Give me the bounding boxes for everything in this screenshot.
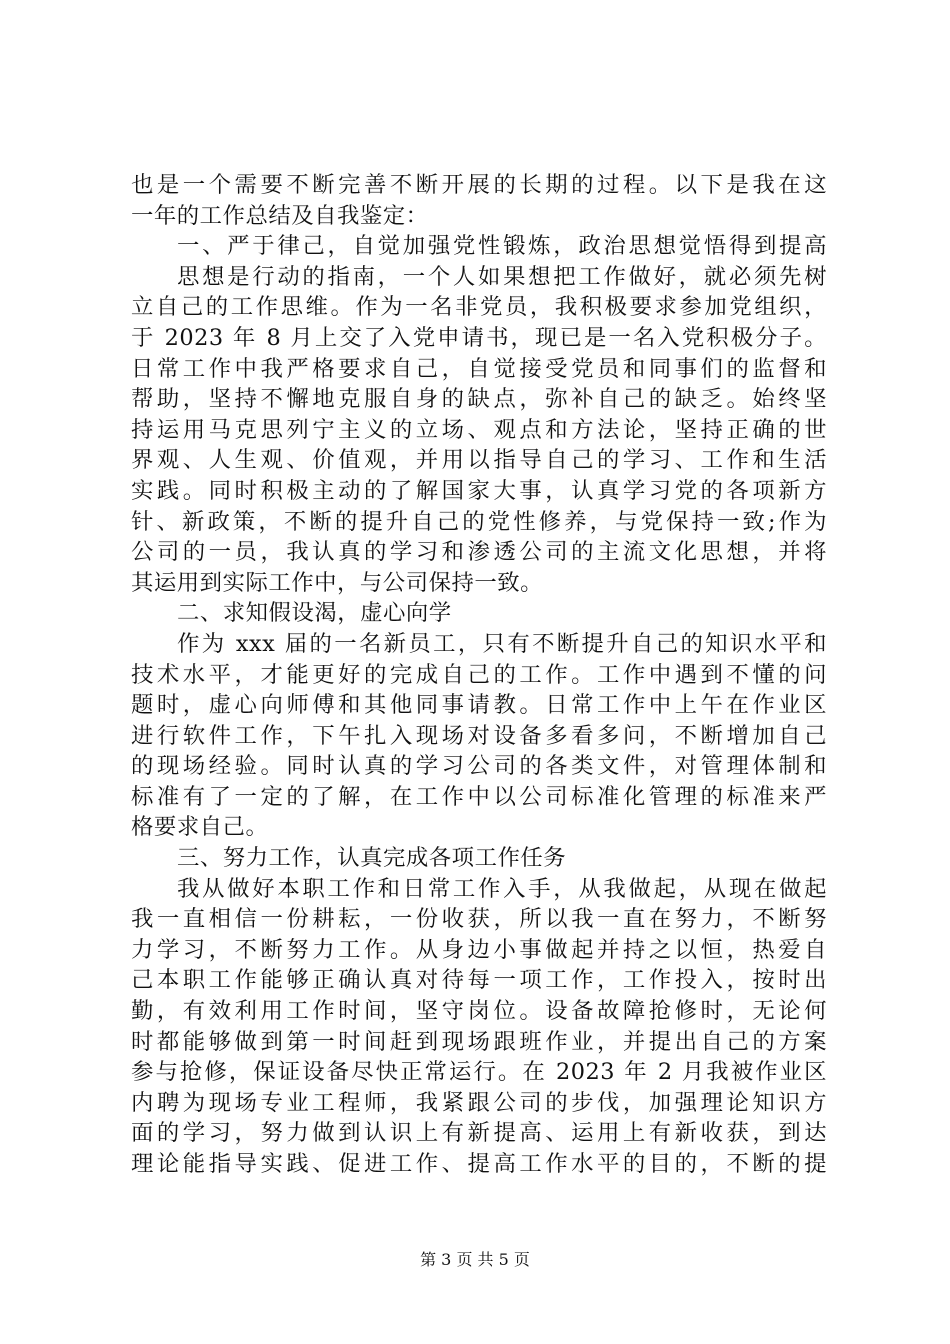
text-line: 时都能够做到第一时间赶到现场跟班作业，并提出自己的方案: [131, 1028, 827, 1055]
text-line: 理论能指导实践、促进工作、提高工作水平的目的，不断的提: [131, 1151, 827, 1177]
text-line: 公司的一员，我认真的学习和渗透公司的主流文化思想，并将: [131, 539, 827, 566]
text-line: 持运用马克思列宁主义的立场、观点和方法论，坚持正确的世: [131, 416, 827, 443]
text-line: 作为 xxx 届的一名新员工，只有不断提升自己的知识水平和: [177, 630, 827, 657]
text-line: 我从做好本职工作和日常工作入手，从我做起，从现在做起: [177, 875, 827, 902]
text-line: 一、严于律己，自觉加强党性锻炼，政治思想觉悟得到提高: [177, 233, 827, 260]
text-line: 参与抢修，保证设备尽快正常运行。在 2023 年 2 月我被作业区: [131, 1059, 827, 1086]
text-line: 日常工作中我严格要求自己，自觉接受党员和同事们的监督和: [131, 355, 827, 382]
text-line: 三、努力工作，认真完成各项工作任务: [177, 845, 567, 872]
text-line: 思想是行动的指南，一个人如果想把工作做好，就必须先树: [177, 263, 827, 290]
text-line: 面的学习，努力做到认识上有新提高、运用上有新收获，到达: [131, 1120, 827, 1147]
text-line: 其运用到实际工作中，与公司保持一致。: [131, 569, 544, 596]
text-line: 一年的工作总结及自我鉴定：: [131, 202, 429, 229]
text-line: 进行软件工作，下午扎入现场对设备多看多问，不断增加自己: [131, 722, 827, 749]
text-line: 标准有了一定的了解，在工作中以公司标准化管理的标准来严: [131, 783, 827, 810]
text-line: 二、求知假设渴，虚心向学: [177, 600, 452, 627]
text-line: 己本职工作能够正确认真对待每一项工作，工作投入，按时出: [131, 967, 827, 994]
text-line: 的现场经验。同时认真的学习公司的各类文件，对管理体制和: [131, 753, 827, 780]
text-line: 题时，虚心向师傅和其他同事请教。日常工作中上午在作业区: [131, 692, 827, 719]
text-line: 帮助，坚持不懈地克服自身的缺点，弥补自己的缺乏。始终坚: [131, 386, 827, 413]
text-line: 格要求自己。: [131, 814, 269, 841]
text-line: 力学习，不断努力工作。从身边小事做起并持之以恒，热爱自: [131, 936, 827, 963]
text-line: 勤，有效利用工作时间，坚守岗位。设备故障抢修时，无论何: [131, 998, 827, 1025]
page-footer: 第 3 页 共 5 页: [420, 1250, 530, 1269]
text-line: 也是一个需要不断完善不断开展的长期的过程。以下是我在这: [131, 172, 827, 198]
text-line: 针、新政策，不断的提升自己的党性修养，与党保持一致;作为: [131, 508, 827, 535]
text-line: 立自己的工作思维。作为一名非党员，我积极要求参加党组织，: [131, 294, 827, 321]
text-line: 技术水平，才能更好的完成自己的工作。工作中遇到不懂的问: [131, 661, 827, 688]
text-line: 实践。同时积极主动的了解国家大事，认真学习党的各项新方: [131, 477, 827, 504]
text-line: 我一直相信一份耕耘，一份收获，所以我一直在努力，不断努: [131, 906, 827, 933]
document-body: [131, 170, 827, 1180]
text-line: 于 2023 年 8 月上交了入党申请书，现已是一名入党积极分子。: [131, 324, 827, 351]
text-line: 内聘为现场专业工程师，我紧跟公司的步伐，加强理论知识方: [131, 1089, 827, 1116]
text-line: 界观、人生观、价值观，并用以指导自己的学习、工作和生活: [131, 447, 827, 474]
